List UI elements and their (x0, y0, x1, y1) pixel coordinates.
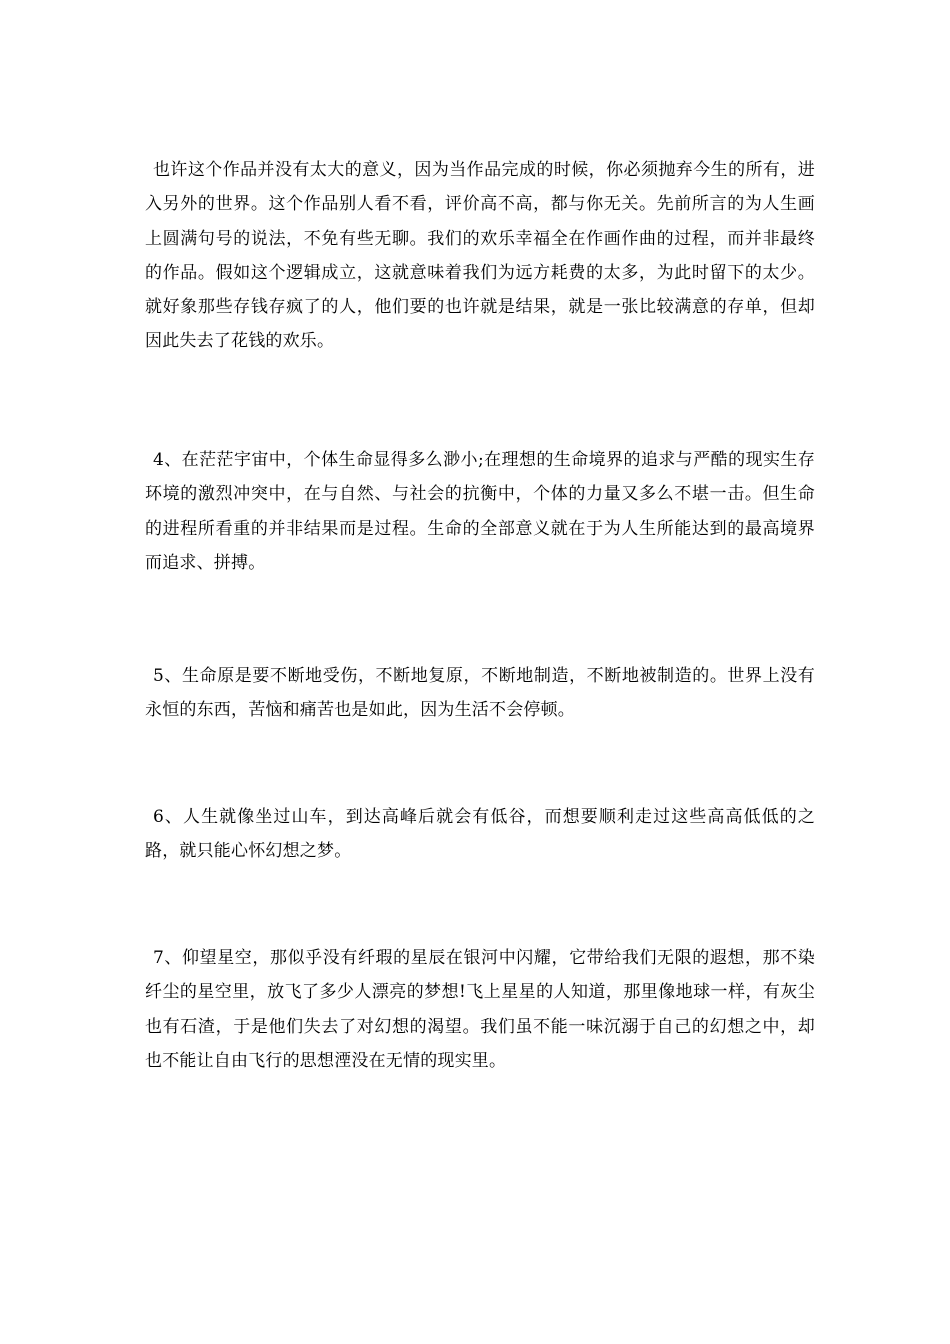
paragraph-3: 5、生命原是要不断地受伤，不断地复原，不断地制造，不断地被制造的。世界上没有永恒的东西，苦恼和痛苦也是如此，因为生活不会停顿。 (145, 666, 815, 721)
paragraph-1: 也许这个作品并没有太大的意义，因为当作品完成的时候，你必须抛弃今生的所有，进入另外的世界。这个作品别人看不看，评价高不高，都与你无关。先前所言的为人生画上圆满句号的说法，不免有些无聊。我们的欢乐幸福全在作画作曲的过程，而并非最终的作品。假如这个逻辑成立，这就意味着我们为远方耗费的太多，为此时留下的太少。就好象那些存钱存疯了的人，他们要的也许就是结果，就是一张比较满意的存单，但却因此失去了花钱的欢乐。 (145, 160, 815, 352)
paragraph-4: 6、人生就像坐过山车，到达高峰后就会有低谷，而想要顺利走过这些高高低低的之路，就只能心怀幻想之梦。 (145, 807, 815, 862)
paragraph-5: 7、仰望星空，那似乎没有纤瑕的星辰在银河中闪耀，它带给我们无限的遐想，那不染纤尘的星空里，放飞了多少人漂亮的梦想!飞上星星的人知道，那里像地球一样，有灰尘也有石渣，于是他们失去了对幻想的渴望。我们虽不能一味沉溺于自己的幻想之中，却也不能让自由飞行的思想湮没在无情的现实里。 (145, 948, 815, 1071)
paragraph-2: 4、在茫茫宇宙中，个体生命显得多么渺小;在理想的生命境界的追求与严酷的现实生存环境的激烈冲突中，在与自然、与社会的抗衡中，个体的力量又多么不堪一击。但生命的进程所看重的并非结果而是过程。生命的全部意义就在于为人生所能达到的最高境界而追求、拼搏。 (145, 450, 815, 573)
